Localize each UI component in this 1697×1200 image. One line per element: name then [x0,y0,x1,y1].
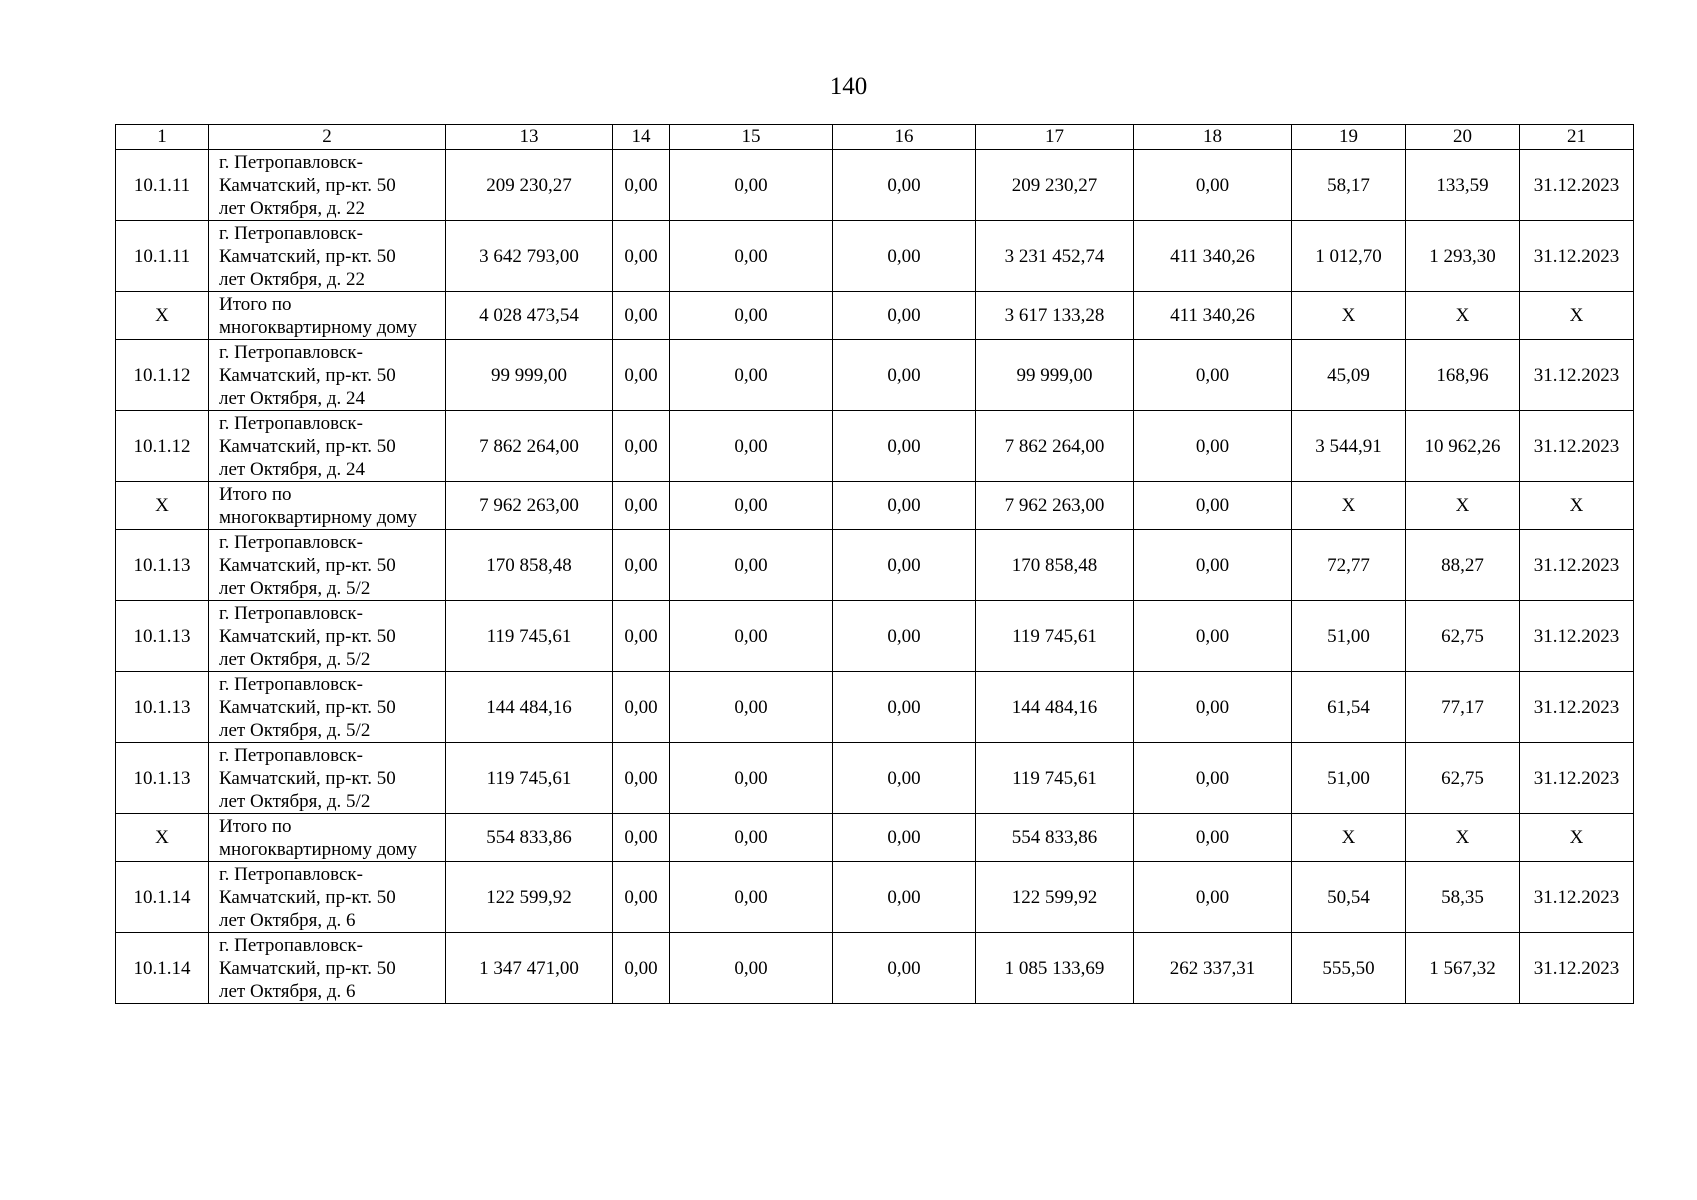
value-cell-col-14: 0,00 [613,601,670,672]
value-cell-col-19: X [1292,814,1406,862]
value-cell-col-20: 62,75 [1406,743,1520,814]
value-cell-col-17: 7 862 264,00 [976,411,1134,482]
address-line: Итого по [219,293,292,315]
value-cell-col-21: 31.12.2023 [1520,743,1634,814]
value-cell-col-17: 7 962 263,00 [976,482,1134,530]
value-cell-col-20: 62,75 [1406,601,1520,672]
value-cell-col-20: 133,59 [1406,150,1520,221]
value-cell-col-17: 209 230,27 [976,150,1134,221]
value-cell-col-16: 0,00 [833,862,976,933]
address-line: г. Петропавловск- [219,222,363,244]
address-line: многоквартирному дому [219,506,418,528]
value-cell-col-20: 1 293,30 [1406,221,1520,292]
address-line: г. Петропавловск- [219,151,363,173]
value-cell-col-18: 262 337,31 [1134,933,1292,1004]
value-cell-col-21: 31.12.2023 [1520,862,1634,933]
value-cell-col-15: 0,00 [670,743,833,814]
table-row [116,530,1634,601]
address-cell [209,933,446,1004]
value-cell-col-13: 144 484,16 [446,672,613,743]
value-cell-col-18: 411 340,26 [1134,292,1292,340]
value-cell-col-16: 0,00 [833,743,976,814]
address-cell [209,601,446,672]
row-id-cell: 10.1.14 [116,933,209,1004]
column-number-cell: 16 [833,125,976,150]
value-cell-col-19: 51,00 [1292,743,1406,814]
value-cell-col-16: 0,00 [833,601,976,672]
column-number-cell: 2 [209,125,446,150]
value-cell-col-14: 0,00 [613,743,670,814]
address-line: г. Петропавловск- [219,673,363,695]
address-line: Итого по [219,483,292,505]
value-cell-col-13: 170 858,48 [446,530,613,601]
value-cell-col-17: 119 745,61 [976,743,1134,814]
value-cell-col-16: 0,00 [833,933,976,1004]
row-id-cell: 10.1.12 [116,340,209,411]
value-cell-col-19: 3 544,91 [1292,411,1406,482]
value-cell-col-18: 0,00 [1134,672,1292,743]
value-cell-col-18: 0,00 [1134,814,1292,862]
value-cell-col-19: 45,09 [1292,340,1406,411]
table-row [116,221,1634,292]
address-line: г. Петропавловск- [219,602,363,624]
value-cell-col-19: 555,50 [1292,933,1406,1004]
value-cell-col-16: 0,00 [833,292,976,340]
row-id-cell: X [116,292,209,340]
table-row [116,743,1634,814]
column-number-cell: 15 [670,125,833,150]
value-cell-col-13: 209 230,27 [446,150,613,221]
value-cell-col-15: 0,00 [670,814,833,862]
value-cell-col-13: 3 642 793,00 [446,221,613,292]
value-cell-col-21: X [1520,814,1634,862]
value-cell-col-20: 88,27 [1406,530,1520,601]
address-line: Итого по [219,815,292,837]
address-line: Камчатский, пр-кт. 50 [219,364,396,386]
value-cell-col-20: 58,35 [1406,862,1520,933]
value-cell-col-16: 0,00 [833,672,976,743]
address-line: лет Октября, д. 5/2 [219,577,371,599]
column-number-row [116,125,1634,150]
value-cell-col-18: 0,00 [1134,150,1292,221]
value-cell-col-21: 31.12.2023 [1520,672,1634,743]
row-id-cell: X [116,482,209,530]
value-cell-col-16: 0,00 [833,150,976,221]
value-cell-col-13: 7 962 263,00 [446,482,613,530]
value-cell-col-18: 0,00 [1134,601,1292,672]
address-cell [209,862,446,933]
value-cell-col-13: 1 347 471,00 [446,933,613,1004]
address-line: Камчатский, пр-кт. 50 [219,174,396,196]
address-cell [209,482,446,530]
value-cell-col-17: 554 833,86 [976,814,1134,862]
address-cell [209,221,446,292]
value-cell-col-18: 0,00 [1134,482,1292,530]
address-line: лет Октября, д. 5/2 [219,719,371,741]
address-line: лет Октября, д. 22 [219,268,366,290]
value-cell-col-15: 0,00 [670,292,833,340]
value-cell-col-20: 77,17 [1406,672,1520,743]
value-cell-col-20: 10 962,26 [1406,411,1520,482]
address-line: Камчатский, пр-кт. 50 [219,554,396,576]
row-id-cell: X [116,814,209,862]
value-cell-col-19: 58,17 [1292,150,1406,221]
value-cell-col-18: 0,00 [1134,530,1292,601]
value-cell-col-13: 7 862 264,00 [446,411,613,482]
total-row [116,292,1634,340]
value-cell-col-15: 0,00 [670,411,833,482]
value-cell-col-17: 3 231 452,74 [976,221,1134,292]
table-row [116,672,1634,743]
column-number-cell: 19 [1292,125,1406,150]
value-cell-col-13: 4 028 473,54 [446,292,613,340]
address-line: г. Петропавловск- [219,934,363,956]
address-cell [209,150,446,221]
value-cell-col-21: 31.12.2023 [1520,601,1634,672]
value-cell-col-14: 0,00 [613,150,670,221]
table-row [116,601,1634,672]
value-cell-col-17: 99 999,00 [976,340,1134,411]
total-row [116,482,1634,530]
value-cell-col-21: 31.12.2023 [1520,933,1634,1004]
value-cell-col-13: 119 745,61 [446,601,613,672]
page-number: 140 [829,73,868,100]
address-cell [209,340,446,411]
address-line: многоквартирному дому [219,316,418,338]
value-cell-col-17: 144 484,16 [976,672,1134,743]
address-line: г. Петропавловск- [219,744,363,766]
address-line: г. Петропавловск- [219,341,363,363]
value-cell-col-18: 0,00 [1134,411,1292,482]
table-row [116,862,1634,933]
row-id-cell: 10.1.14 [116,862,209,933]
value-cell-col-19: 1 012,70 [1292,221,1406,292]
value-cell-col-20: X [1406,482,1520,530]
column-number-cell: 21 [1520,125,1634,150]
value-cell-col-13: 122 599,92 [446,862,613,933]
registry-table [115,124,1634,1004]
address-cell [209,292,446,340]
address-cell [209,814,446,862]
value-cell-col-14: 0,00 [613,814,670,862]
value-cell-col-15: 0,00 [670,221,833,292]
value-cell-col-18: 0,00 [1134,340,1292,411]
address-line: лет Октября, д. 5/2 [219,648,371,670]
value-cell-col-21: 31.12.2023 [1520,530,1634,601]
column-number-cell: 18 [1134,125,1292,150]
value-cell-col-15: 0,00 [670,530,833,601]
address-line: г. Петропавловск- [219,863,363,885]
value-cell-col-18: 411 340,26 [1134,221,1292,292]
address-line: Камчатский, пр-кт. 50 [219,957,396,979]
address-line: лет Октября, д. 5/2 [219,790,371,812]
column-number-cell: 20 [1406,125,1520,150]
value-cell-col-21: X [1520,482,1634,530]
value-cell-col-16: 0,00 [833,340,976,411]
address-line: Камчатский, пр-кт. 50 [219,696,396,718]
value-cell-col-20: 1 567,32 [1406,933,1520,1004]
value-cell-col-15: 0,00 [670,340,833,411]
value-cell-col-14: 0,00 [613,292,670,340]
address-cell [209,411,446,482]
value-cell-col-19: 61,54 [1292,672,1406,743]
row-id-cell: 10.1.11 [116,150,209,221]
address-line: Камчатский, пр-кт. 50 [219,245,396,267]
value-cell-col-21: 31.12.2023 [1520,150,1634,221]
value-cell-col-13: 99 999,00 [446,340,613,411]
value-cell-col-18: 0,00 [1134,862,1292,933]
column-number-cell: 1 [116,125,209,150]
value-cell-col-19: X [1292,292,1406,340]
address-cell [209,672,446,743]
value-cell-col-14: 0,00 [613,933,670,1004]
column-number-cell: 13 [446,125,613,150]
value-cell-col-17: 119 745,61 [976,601,1134,672]
value-cell-col-19: 72,77 [1292,530,1406,601]
value-cell-col-20: X [1406,814,1520,862]
address-line: Камчатский, пр-кт. 50 [219,886,396,908]
address-line: лет Октября, д. 24 [219,458,366,480]
column-number-cell: 17 [976,125,1134,150]
address-line: г. Петропавловск- [219,531,363,553]
value-cell-col-15: 0,00 [670,482,833,530]
table-row [116,933,1634,1004]
row-id-cell: 10.1.13 [116,672,209,743]
value-cell-col-17: 122 599,92 [976,862,1134,933]
value-cell-col-14: 0,00 [613,482,670,530]
row-id-cell: 10.1.13 [116,530,209,601]
value-cell-col-15: 0,00 [670,672,833,743]
value-cell-col-21: X [1520,292,1634,340]
value-cell-col-15: 0,00 [670,933,833,1004]
total-row [116,814,1634,862]
address-line: лет Октября, д. 22 [219,197,366,219]
value-cell-col-19: X [1292,482,1406,530]
value-cell-col-17: 170 858,48 [976,530,1134,601]
row-id-cell: 10.1.12 [116,411,209,482]
value-cell-col-19: 51,00 [1292,601,1406,672]
value-cell-col-18: 0,00 [1134,743,1292,814]
value-cell-col-14: 0,00 [613,862,670,933]
value-cell-col-14: 0,00 [613,411,670,482]
address-line: г. Петропавловск- [219,412,363,434]
address-line: Камчатский, пр-кт. 50 [219,767,396,789]
value-cell-col-17: 1 085 133,69 [976,933,1134,1004]
value-cell-col-13: 119 745,61 [446,743,613,814]
address-line: Камчатский, пр-кт. 50 [219,625,396,647]
value-cell-col-15: 0,00 [670,601,833,672]
address-line: многоквартирному дому [219,838,418,860]
row-id-cell: 10.1.11 [116,221,209,292]
value-cell-col-15: 0,00 [670,150,833,221]
value-cell-col-13: 554 833,86 [446,814,613,862]
address-cell [209,530,446,601]
table-row [116,150,1634,221]
value-cell-col-19: 50,54 [1292,862,1406,933]
value-cell-col-14: 0,00 [613,530,670,601]
value-cell-col-14: 0,00 [613,672,670,743]
value-cell-col-16: 0,00 [833,530,976,601]
table-row [116,340,1634,411]
address-line: лет Октября, д. 24 [219,387,366,409]
address-line: лет Октября, д. 6 [219,909,356,931]
address-line: Камчатский, пр-кт. 50 [219,435,396,457]
value-cell-col-15: 0,00 [670,862,833,933]
row-id-cell: 10.1.13 [116,743,209,814]
value-cell-col-17: 3 617 133,28 [976,292,1134,340]
value-cell-col-16: 0,00 [833,814,976,862]
value-cell-col-16: 0,00 [833,411,976,482]
address-cell [209,743,446,814]
value-cell-col-14: 0,00 [613,340,670,411]
table-body [116,125,1634,1004]
value-cell-col-14: 0,00 [613,221,670,292]
row-id-cell: 10.1.13 [116,601,209,672]
value-cell-col-21: 31.12.2023 [1520,221,1634,292]
table-row [116,411,1634,482]
address-line: лет Октября, д. 6 [219,980,356,1002]
value-cell-col-20: X [1406,292,1520,340]
value-cell-col-16: 0,00 [833,482,976,530]
column-number-cell: 14 [613,125,670,150]
value-cell-col-20: 168,96 [1406,340,1520,411]
value-cell-col-16: 0,00 [833,221,976,292]
value-cell-col-21: 31.12.2023 [1520,340,1634,411]
value-cell-col-21: 31.12.2023 [1520,411,1634,482]
